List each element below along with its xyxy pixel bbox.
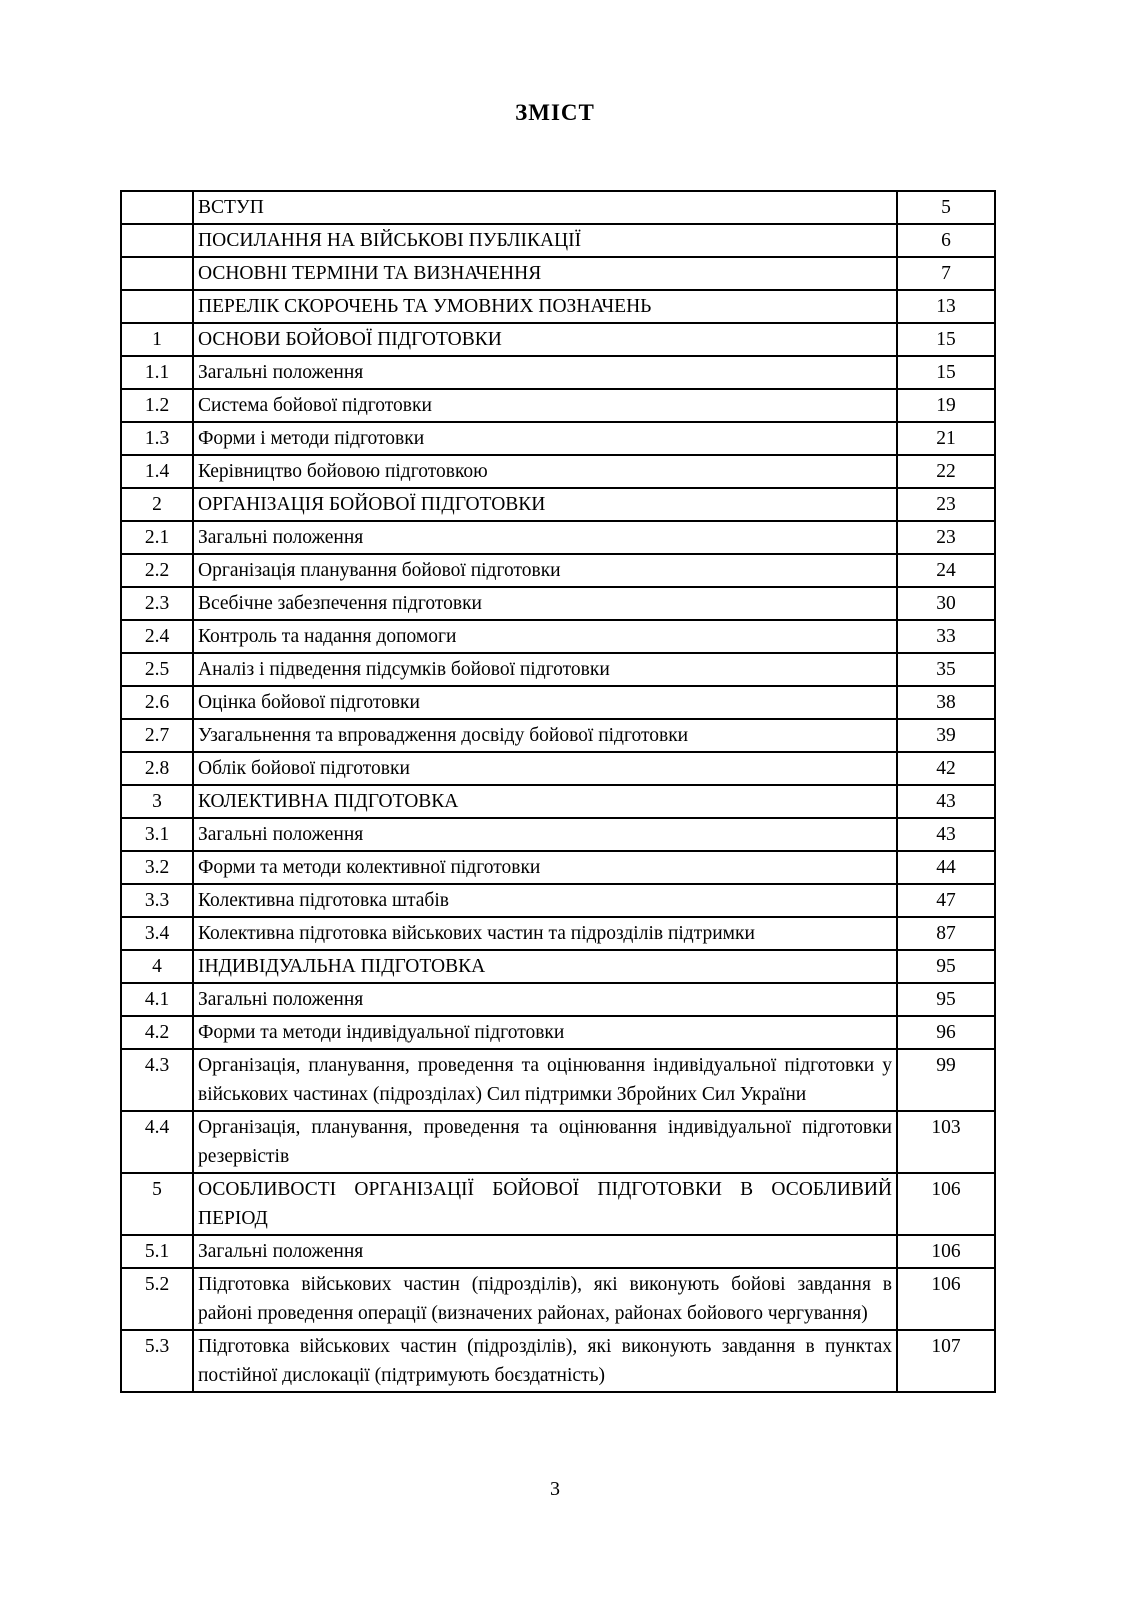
toc-row-page: 13: [897, 290, 995, 323]
toc-row: [121, 851, 995, 884]
toc-row-number: 2.1: [121, 521, 193, 554]
toc-row-page: 5: [897, 191, 995, 224]
toc-row-page: 43: [897, 818, 995, 851]
toc-row: [121, 422, 995, 455]
toc-row: [121, 587, 995, 620]
toc-row: [121, 884, 995, 917]
toc-row: [121, 917, 995, 950]
toc-row-number: 2.6: [121, 686, 193, 719]
toc-row-number: [121, 224, 193, 257]
toc-row-title: Облік бойової підготовки: [193, 752, 897, 785]
toc-row-page: 43: [897, 785, 995, 818]
toc-row-title: Форми та методи колективної підготовки: [193, 851, 897, 884]
toc-row-page: 106: [897, 1173, 995, 1235]
toc-row-title: Узагальнення та впровадження досвіду бойової підготовки: [193, 719, 897, 752]
toc-row: [121, 488, 995, 521]
toc-row-title: ІНДИВІДУАЛЬНА ПІДГОТОВКА: [193, 950, 897, 983]
toc-row: [121, 1173, 995, 1235]
toc-row-number: 1.4: [121, 455, 193, 488]
toc-row-page: 23: [897, 521, 995, 554]
toc-row-page: 21: [897, 422, 995, 455]
toc-row-title: КОЛЕКТИВНА ПІДГОТОВКА: [193, 785, 897, 818]
toc-row: [121, 653, 995, 686]
toc-row: [121, 191, 995, 224]
toc-row-page: 39: [897, 719, 995, 752]
toc-row-title: Загальні положення: [193, 356, 897, 389]
toc-row: [121, 785, 995, 818]
toc-row: [121, 1049, 995, 1111]
toc-row-number: 4.3: [121, 1049, 193, 1111]
toc-row-title: Оцінка бойової підготовки: [193, 686, 897, 719]
toc-row-page: 47: [897, 884, 995, 917]
toc-row-number: 1.1: [121, 356, 193, 389]
toc-row-title: Колективна підготовка військових частин та підрозділів підтримки: [193, 917, 897, 950]
toc-row-title: ПЕРЕЛІК СКОРОЧЕНЬ ТА УМОВНИХ ПОЗНАЧЕНЬ: [193, 290, 897, 323]
toc-row-page: 103: [897, 1111, 995, 1173]
toc-row-number: 2.2: [121, 554, 193, 587]
toc-row: [121, 686, 995, 719]
toc-row-title: Форми і методи підготовки: [193, 422, 897, 455]
toc-row: [121, 389, 995, 422]
toc-row-number: 2.7: [121, 719, 193, 752]
toc-row: [121, 752, 995, 785]
toc-row: [121, 356, 995, 389]
toc-row: [121, 521, 995, 554]
toc-row-number: 4.4: [121, 1111, 193, 1173]
toc-row-number: 3.3: [121, 884, 193, 917]
toc-row: [121, 1235, 995, 1268]
page-title: ЗМІСТ: [515, 100, 595, 125]
toc-row: [121, 1268, 995, 1330]
toc-row-number: 3.4: [121, 917, 193, 950]
toc-row-page: 107: [897, 1330, 995, 1392]
toc-row-page: 15: [897, 356, 995, 389]
toc-row-title: Колективна підготовка штабів: [193, 884, 897, 917]
toc-row-title: Організація, планування, проведення та оцінювання індивідуальної підготовки резервістів: [193, 1111, 897, 1173]
toc-row-number: 4.2: [121, 1016, 193, 1049]
toc-row: [121, 983, 995, 1016]
toc-row-page: 23: [897, 488, 995, 521]
toc-row-number: 3.1: [121, 818, 193, 851]
toc-body: [121, 191, 995, 1392]
toc-row-page: 30: [897, 587, 995, 620]
toc-row-number: 2.5: [121, 653, 193, 686]
toc-row: [121, 257, 995, 290]
toc-row-title: Форми та методи індивідуальної підготовки: [193, 1016, 897, 1049]
toc-row-page: 38: [897, 686, 995, 719]
toc-row-page: 95: [897, 983, 995, 1016]
toc-row: [121, 224, 995, 257]
toc-row-number: 5: [121, 1173, 193, 1235]
toc-row-title: Загальні положення: [193, 1235, 897, 1268]
toc-row: [121, 1330, 995, 1392]
toc-row-title: Керівництво бойовою підготовкою: [193, 455, 897, 488]
toc-row-page: 95: [897, 950, 995, 983]
toc-row: [121, 455, 995, 488]
toc-row-number: 1: [121, 323, 193, 356]
toc-row-number: [121, 191, 193, 224]
toc-row: [121, 950, 995, 983]
toc-row-page: 6: [897, 224, 995, 257]
toc-row-title: Організація, планування, проведення та оцінювання індивідуальної підготовки у військових частинах (підрозділах) Сил підтримки Збройних Сил України: [193, 1049, 897, 1111]
toc-row-title: ПОСИЛАННЯ НА ВІЙСЬКОВІ ПУБЛІКАЦІЇ: [193, 224, 897, 257]
toc-row-page: 22: [897, 455, 995, 488]
toc-row-page: 96: [897, 1016, 995, 1049]
toc-row-number: 2.4: [121, 620, 193, 653]
toc-row: [121, 719, 995, 752]
toc-row-number: 2.8: [121, 752, 193, 785]
toc-row: [121, 1016, 995, 1049]
toc-row-number: 3: [121, 785, 193, 818]
toc-row-page: 7: [897, 257, 995, 290]
toc-row-number: [121, 290, 193, 323]
toc-row-page: 33: [897, 620, 995, 653]
toc-row-title: Організація планування бойової підготовки: [193, 554, 897, 587]
toc-row-page: 99: [897, 1049, 995, 1111]
footer-page-number: 3: [550, 1478, 560, 1500]
toc-row-title: Аналіз і підведення підсумків бойової підготовки: [193, 653, 897, 686]
toc-row-page: 42: [897, 752, 995, 785]
toc-row-title: ОСОБЛИВОСТІ ОРГАНІЗАЦІЇ БОЙОВОЇ ПІДГОТОВКИ В ОСОБЛИВИЙ ПЕРІОД: [193, 1173, 897, 1235]
toc-row-page: 106: [897, 1268, 995, 1330]
toc-table: [120, 190, 996, 1393]
toc-row-page: 106: [897, 1235, 995, 1268]
toc-row-title: ОСНОВНІ ТЕРМІНИ ТА ВИЗНАЧЕННЯ: [193, 257, 897, 290]
toc-row-number: 4: [121, 950, 193, 983]
toc-row-number: [121, 257, 193, 290]
toc-row-title: Контроль та надання допомоги: [193, 620, 897, 653]
toc-row-title: ВСТУП: [193, 191, 897, 224]
toc-row-number: 1.2: [121, 389, 193, 422]
toc-row-page: 44: [897, 851, 995, 884]
toc-row-title: Загальні положення: [193, 521, 897, 554]
toc-row-title: Підготовка військових частин (підрозділів), які виконують бойові завдання в районі проведення операції (визначених районах, районах бойового чергування): [193, 1268, 897, 1330]
toc-row-number: 2: [121, 488, 193, 521]
toc-row-number: 2.3: [121, 587, 193, 620]
toc-row-title: ОСНОВИ БОЙОВОЇ ПІДГОТОВКИ: [193, 323, 897, 356]
toc-row-page: 24: [897, 554, 995, 587]
toc-row-number: 5.1: [121, 1235, 193, 1268]
toc-row: [121, 323, 995, 356]
toc-row-title: Підготовка військових частин (підрозділів), які виконують завдання в пунктах постійної дислокації (підтримують боєздатність): [193, 1330, 897, 1392]
toc-row: [121, 620, 995, 653]
toc-row: [121, 1111, 995, 1173]
toc-row-title: Система бойової підготовки: [193, 389, 897, 422]
toc-row-number: 1.3: [121, 422, 193, 455]
toc-row-page: 19: [897, 389, 995, 422]
toc-row-number: 5.2: [121, 1268, 193, 1330]
toc-row-title: ОРГАНІЗАЦІЯ БОЙОВОЇ ПІДГОТОВКИ: [193, 488, 897, 521]
toc-row-number: 5.3: [121, 1330, 193, 1392]
toc-row-title: Загальні положення: [193, 818, 897, 851]
toc-row-title: Всебічне забезпечення підготовки: [193, 587, 897, 620]
toc-row: [121, 290, 995, 323]
toc-row-page: 87: [897, 917, 995, 950]
toc-row-page: 35: [897, 653, 995, 686]
toc-row-number: 4.1: [121, 983, 193, 1016]
toc-row-page: 15: [897, 323, 995, 356]
toc-row-number: 3.2: [121, 851, 193, 884]
toc-row-title: Загальні положення: [193, 983, 897, 1016]
toc-row: [121, 818, 995, 851]
toc-row: [121, 554, 995, 587]
